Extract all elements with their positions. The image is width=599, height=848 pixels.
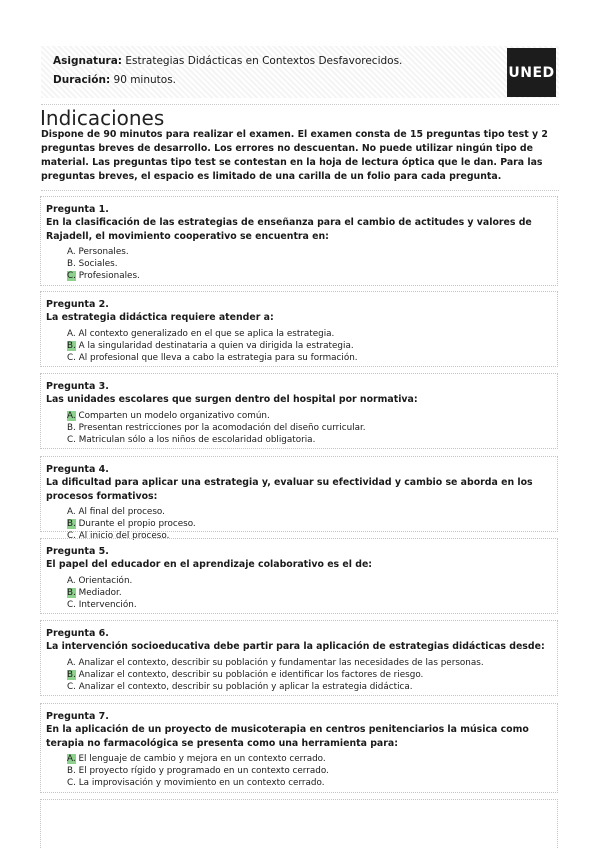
question-text: La intervención socioeducativa debe partir para la aplicación de estrategias didácticas desde: [46, 641, 545, 652]
question-number: Pregunta 7. [46, 711, 109, 722]
correct-answer-highlight: B. [67, 587, 76, 598]
subject-label: Asignatura: [53, 55, 123, 67]
option-letter: B. [67, 422, 76, 433]
question-1 [40, 196, 558, 286]
question-number: Pregunta 3. [46, 381, 109, 392]
exam-header [41, 46, 559, 98]
option-a[interactable] [46, 410, 552, 422]
option-text: Orientación. [75, 575, 133, 586]
question-3 [40, 373, 558, 449]
page-title: Indicaciones [40, 106, 165, 130]
question-number: Pregunta 6. [46, 628, 109, 639]
option-b[interactable] [46, 765, 552, 777]
option-a[interactable] [46, 753, 552, 765]
option-letter: A. [67, 247, 76, 257]
question-5 [40, 538, 558, 614]
option-letter: C. [67, 778, 76, 788]
option-text: Al inicio del proceso. [75, 531, 170, 541]
question-7 [40, 703, 558, 793]
question-number: Pregunta 5. [46, 546, 109, 557]
question-text: El papel del educador en el aprendizaje colaborativo es el de: [46, 559, 373, 570]
option-text: Al final del proceso. [75, 507, 165, 517]
option-letter: A. [67, 507, 76, 517]
option-text: A la singularidad destinataria a quien va dirigida la estrategia. [75, 340, 354, 351]
option-text: El lenguaje de cambio y mejora en un contexto cerrado. [75, 754, 326, 764]
option-a[interactable] [46, 657, 552, 669]
correct-answer-highlight: A. [67, 754, 76, 764]
correct-answer-highlight: B. [67, 669, 76, 680]
question-8-partial [40, 799, 558, 848]
correct-answer-highlight: A. [67, 410, 76, 421]
option-a[interactable] [46, 246, 552, 258]
option-letter: B. [67, 766, 76, 776]
question-text: La estrategia didáctica requiere atender a: [46, 312, 274, 323]
option-text: Comparten un modelo organizativo común. [75, 410, 270, 421]
question-text: Las unidades escolares que surgen dentro del hospital por normativa: [46, 394, 418, 405]
option-text: Analizar el contexto, describir su población y aplicar la estrategia didáctica. [75, 681, 413, 692]
option-letter: C. [67, 434, 76, 445]
option-text: Intervención. [75, 599, 137, 610]
option-letter: C. [67, 352, 76, 363]
question-text: La dificultad para aplicar una estrategia y, evaluar su efectividad y cambio se aborda en los procesos formativos: [46, 477, 533, 502]
option-b[interactable] [46, 422, 552, 434]
instructions-divider [41, 190, 559, 191]
correct-answer-highlight: B. [67, 519, 76, 529]
option-letter: C. [67, 681, 76, 692]
header-divider [41, 104, 559, 105]
option-a[interactable] [46, 328, 552, 340]
question-text: En la clasificación de las estrategias de enseñanza para el cambio de actitudes y valores de Rajadell, el movimiento cooperativo se encuentra en: [46, 217, 532, 242]
subject-line [53, 55, 402, 67]
option-text: Profesionales. [75, 271, 140, 281]
option-letter: A. [67, 657, 76, 668]
option-text: Personales. [75, 247, 129, 257]
option-b[interactable] [46, 340, 552, 352]
question-number: Pregunta 1. [46, 204, 109, 215]
option-letter: C. [67, 599, 76, 610]
option-c[interactable] [46, 681, 552, 693]
option-c[interactable] [46, 434, 552, 446]
option-b[interactable] [46, 518, 552, 530]
option-letter: A. [67, 328, 76, 339]
uned-logo: UNED [507, 48, 556, 97]
option-text: Analizar el contexto, describir su población y fundamentar las necesidades de las personas. [75, 657, 484, 668]
question-text: En la aplicación de un proyecto de musicoterapia en centros penitenciarios la música como terapia no farmacológica se presenta como una herramienta para: [46, 724, 529, 749]
option-letter: C. [67, 531, 76, 541]
option-text: Sociales. [75, 259, 118, 269]
correct-answer-highlight: C. [67, 271, 76, 281]
option-b[interactable] [46, 258, 552, 270]
option-text: Analizar el contexto, describir su población e identificar los factores de riesgo. [75, 669, 424, 680]
option-text: El proyecto rígido y programado en un contexto cerrado. [75, 766, 329, 776]
option-a[interactable] [46, 575, 552, 587]
option-text: Presentan restricciones por la acomodación del diseño curricular. [75, 422, 366, 433]
duration-label: Duración: [53, 74, 111, 86]
option-text: Durante el propio proceso. [75, 519, 196, 529]
duration-value: 90 minutos. [110, 74, 177, 86]
question-2 [40, 291, 558, 367]
option-b[interactable] [46, 587, 552, 599]
option-c[interactable] [46, 352, 552, 364]
option-c[interactable] [46, 777, 552, 789]
option-text: Al profesional que lleva a cabo la estrategia para su formación. [75, 352, 358, 363]
option-c[interactable] [46, 270, 552, 282]
question-6 [40, 620, 558, 696]
option-letter: A. [67, 575, 76, 586]
option-letter: B. [67, 259, 76, 269]
correct-answer-highlight: B. [67, 340, 76, 351]
option-b[interactable] [46, 669, 552, 681]
instructions-text: Dispone de 90 minutos para realizar el examen. El examen consta de 15 preguntas tipo test y 2 preguntas breves de desarrollo. Los errores no descuentan. No puede utilizar ningún tipo de material. Las preguntas tipo test se contestan en la hoja de lectura óptica que le dan. Para las preguntas breves, el espacio es limitado de una carilla de un folio para cada pregunta. [41, 129, 548, 182]
option-text: Mediador. [75, 587, 122, 598]
option-text: Matriculan sólo a los niños de escolaridad obligatoria. [75, 434, 316, 445]
option-text: Al contexto generalizado en el que se aplica la estrategia. [75, 328, 335, 339]
duration-line [53, 74, 176, 86]
question-number: Pregunta 2. [46, 299, 109, 310]
subject-value: Estrategias Didácticas en Contextos Desfavorecidos. [122, 55, 403, 67]
question-4 [40, 456, 558, 541]
question-number: Pregunta 4. [46, 464, 109, 475]
option-c[interactable] [46, 599, 552, 611]
option-text: La improvisación y movimiento en un contexto cerrado. [75, 778, 325, 788]
option-a[interactable] [46, 506, 552, 518]
